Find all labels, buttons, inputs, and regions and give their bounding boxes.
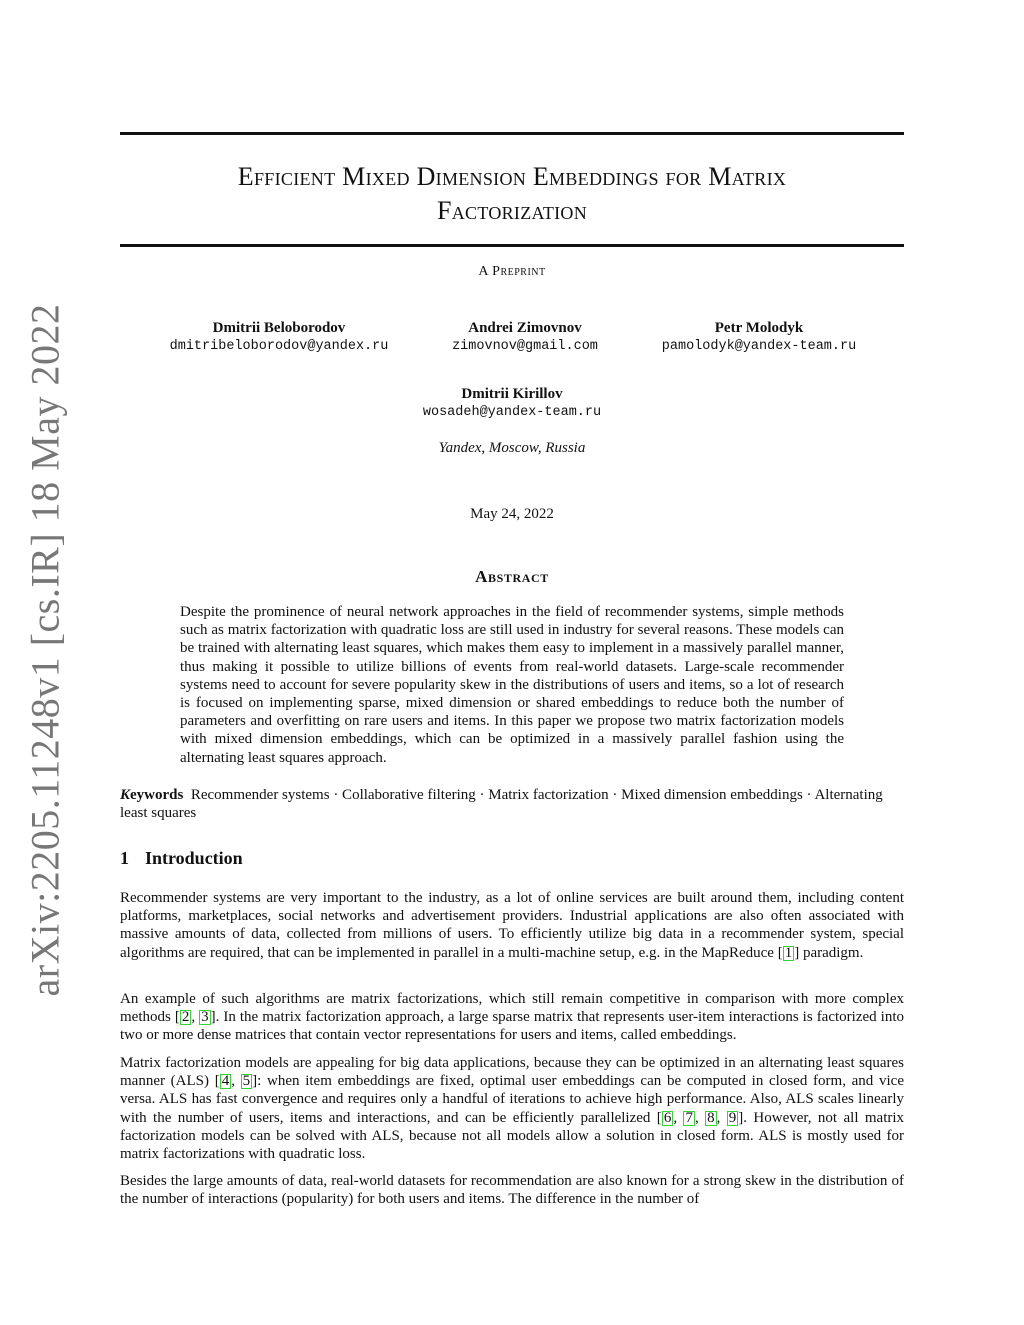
- citation-link[interactable]: 9: [728, 1109, 737, 1126]
- keywords: [120, 786, 904, 822]
- preprint-label: A Preprint: [478, 264, 546, 279]
- author-block: [372, 384, 652, 422]
- intro-paragraph: Recommender systems are very important to the industry, as a lot of online services are built around them, including content platforms, marketplaces, social networks and advertisement providers. Industrial applications are also often associated with massive amounts of data, collected from millions of users. To efficiently utilize big data in a recommender system, special algorithms are required, that can be implemented in parallel in a multi-machine setup, e.g. in the MapReduce [ 1 ] paradigm.: [120, 890, 904, 961]
- citation-link[interactable]: 8: [707, 1109, 715, 1126]
- citation-link[interactable]: 7: [685, 1109, 693, 1126]
- author-name: Andrei Zimovnov: [468, 320, 582, 336]
- keywords-text: Recommender systems · Collaborative filtering · Matrix factorization · Mixed dimension embeddings · Alternating least squares: [120, 787, 883, 822]
- keywords-label: Keywords: [120, 787, 184, 803]
- intro-paragraph: Besides the large amounts of data, real-world datasets for recommendation are also known for a strong skew in the distribution of the number of interactions (popularity) for both users and items. The difference in the number of: [120, 1173, 904, 1208]
- abstract-text: Despite the prominence of neural network approaches in the field of recommender systems, simple methods such as matrix factorization with quadratic loss are still used in industry for several reasons. These models can be trained with alternating least squares, which makes them easy to implement in a massively parallel manner, thus making it possible to utilize billions of events from real-world datasets. Large-scale recommender systems need to account for severe popularity skew in the distributions of users and items, so a lot of research is focused on implementing sparse, mixed dimension or shared embeddings to reduce both the number of parameters and overfitting on rare users and items. In this paper we propose two matrix factorization models with mixed dimension embeddings, which can be optimized in a massively parallel fashion using the alternating least squares approach.: [180, 604, 844, 766]
- paper-date: May 24, 2022: [470, 506, 554, 522]
- title-rule-top: [120, 132, 904, 135]
- intro-paragraph: An example of such algorithms are matrix factorizations, which still remain competitive in comparison with more complex methods [ 2 , 3 ]. In the matrix factorization approach, a large sparse matrix that represents user-item interactions is factorized into two or more dense matrices that contain vector representations for users and items, called embeddings.: [120, 991, 904, 1044]
- author-name: Dmitrii Kirillov: [461, 386, 563, 402]
- author-email: pamolodyk@yandex-team.ru: [661, 339, 857, 354]
- author-email: wosadeh@yandex-team.ru: [422, 405, 602, 420]
- arxiv-identifier-stamp: arXiv:2205.11248v1 [cs.IR] 18 May 2022: [22, 303, 68, 997]
- author-email: dmitribeloborodov@yandex.ru: [169, 339, 389, 354]
- author-block: [619, 318, 899, 356]
- author-email: zimovnov@gmail.com: [452, 339, 598, 354]
- author-name: Petr Molodyk: [714, 320, 804, 336]
- intro-paragraph: Matrix factorization models are appealing for big data applications, because they can be optimized in an alternating least squares manner (ALS) [ 4 , 5 ]: when item embeddings are fixed, optimal user embeddings can be computed in closed form, and vice versa. ALS has fast convergence and requires only a handful of iterations to achieve high performance. Also, ALS scales linearly with the number of users, items and interactions, and can be efficiently parallelized [ 6 , 7 , 8 , 9 ]. However, not all matrix factorization models can be solved with ALS, because not all models allow a solution in closed form. ALS is mostly used for matrix factorizations with quadratic loss.: [120, 1055, 905, 1163]
- section-title: Introduction: [145, 848, 243, 868]
- citation-link[interactable]: 3: [201, 1009, 209, 1026]
- citation-link[interactable]: 5: [242, 1073, 251, 1090]
- section-heading: [120, 848, 243, 869]
- paper-title: [120, 160, 904, 228]
- abstract-heading: Abstract: [475, 567, 549, 586]
- paper-title-line-1: Efficient Mixed Dimension Embeddings for Matrix: [237, 162, 787, 191]
- author-name: Dmitrii Beloborodov: [212, 320, 346, 336]
- paper-title-line-2: Factorization: [436, 196, 588, 225]
- citation-link[interactable]: 6: [663, 1109, 672, 1126]
- title-rule-bottom: [120, 244, 904, 247]
- citation-link[interactable]: 4: [221, 1073, 230, 1090]
- section-number: 1: [120, 848, 129, 868]
- author-affiliation: Yandex, Moscow, Russia: [438, 440, 586, 456]
- citation-link[interactable]: 1: [784, 944, 793, 961]
- author-block: [139, 318, 419, 356]
- citation-link[interactable]: 2: [181, 1009, 190, 1026]
